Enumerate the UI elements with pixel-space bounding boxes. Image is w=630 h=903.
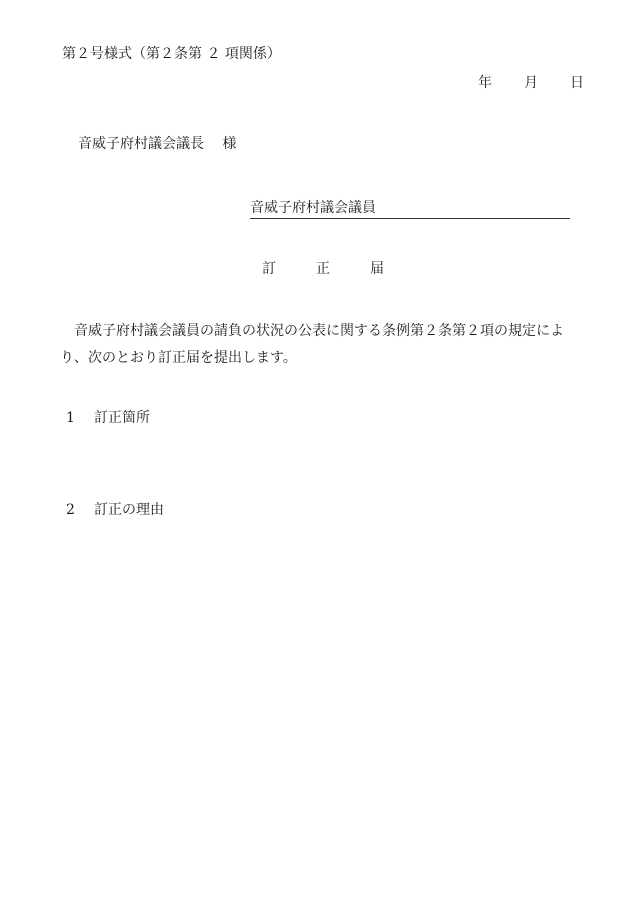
addressee: 音威子府村議会議長 様 [78, 136, 237, 152]
body-text: 音威子府村議会議員の請負の状況の公表に関する条例第２条第２項の規定により、次のとおり訂正届を提出します。 [60, 323, 564, 366]
section-item-1 [66, 407, 150, 427]
title-char-3: 届 [370, 261, 384, 277]
section-label: 訂正箇所 [94, 410, 150, 426]
document-title [262, 258, 384, 278]
title-char-1: 訂 [262, 261, 276, 277]
date-line [478, 72, 584, 92]
date-year-label: 年 [478, 75, 492, 91]
title-char-2: 正 [316, 261, 330, 277]
section-label: 訂正の理由 [94, 502, 164, 518]
form-number: 第２号様式（第２条第 ２ 項関係） [62, 46, 281, 62]
date-day-label: 日 [570, 75, 584, 91]
sender-line [250, 197, 570, 219]
section-number: 2 [66, 502, 75, 518]
section-number: 1 [66, 410, 75, 426]
sender-label: 音威子府村議会議員 [250, 200, 376, 216]
date-month-label: 月 [524, 75, 538, 91]
section-item-2 [66, 499, 164, 519]
